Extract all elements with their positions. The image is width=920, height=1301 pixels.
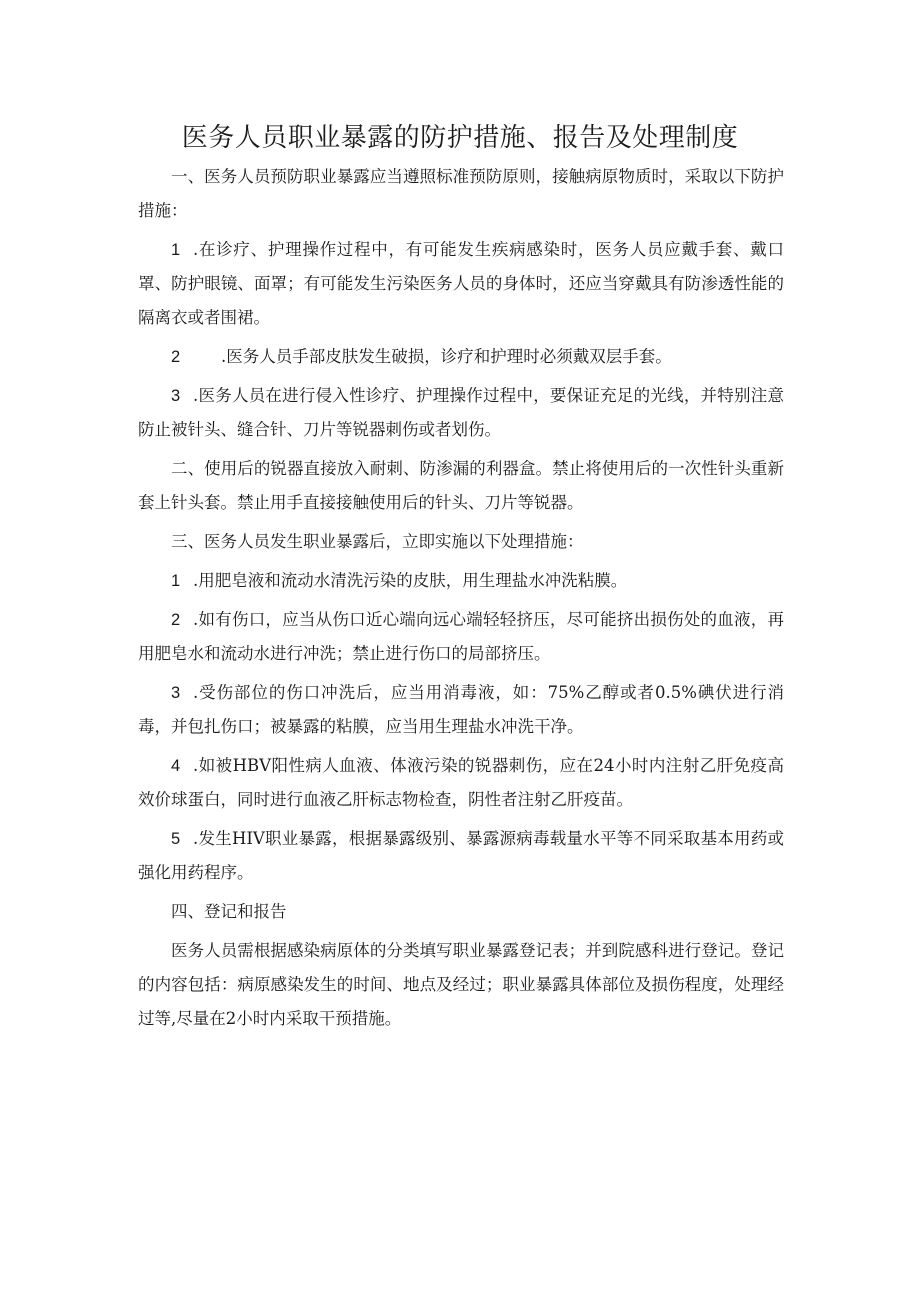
section-1-item-1 — [138, 233, 784, 335]
section-4-text: 医务人员需根据感染病原体的分类填写职业暴露登记表；并到院感科进行登记。登记的内容包括：病原感染发生的时间、地点及经过；职业暴露具体部位及损伤程度，处理经过等,尽量在2小时内采取干预措施。 — [138, 941, 784, 1028]
section-1-intro: 一、医务人员预防职业暴露应当遵照标准预防原则，接触病原物质时，采取以下防护措施： — [138, 167, 784, 220]
item-text: .医务人员手部皮肤发生破损，诊疗和护理时必须戴双层手套。 — [221, 347, 672, 366]
item-text: .发生HIV职业暴露，根据暴露级别、暴露源病毒载量水平等不同采取基本用药或强化用药程序。 — [138, 829, 784, 882]
section-3-item-1 — [138, 564, 784, 598]
document-body — [138, 160, 784, 1041]
item-number: 3 — [171, 387, 181, 405]
section-3-item-3 — [138, 676, 784, 744]
section-3-intro: 三、医务人员发生职业暴露后，立即实施以下处理措施： — [171, 532, 584, 551]
item-number: 3 — [171, 684, 181, 702]
document-title: 医务人员职业暴露的防护措施、报告及处理制度 — [181, 123, 739, 153]
item-number: 1 — [171, 572, 181, 590]
item-number: 4 — [171, 757, 181, 775]
section-1-item-2 — [138, 340, 784, 374]
item-text: .受伤部位的伤口冲洗后，应当用消毒液，如：75%乙醇或者0.5%碘伏进行消毒，并包扎伤口；被暴露的粘膜，应当用生理盐水冲洗干净。 — [138, 683, 784, 736]
item-text: .在诊疗、护理操作过程中，有可能发生疾病感染时，医务人员应戴手套、戴口罩、防护眼镜、面罩；有可能发生污染医务人员的身体时，还应当穿戴具有防渗透性能的隔离衣或者围裙。 — [138, 240, 784, 327]
item-text: .如被HBV阳性病人血液、体液污染的锐器刺伤，应在24小时内注射乙肝免疫高效价球蛋白，同时进行血液乙肝标志物检查，阴性者注射乙肝疫苗。 — [138, 756, 784, 809]
item-text: .如有伤口，应当从伤口近心端向远心端轻轻挤压，尽可能挤出损伤处的血液，再用肥皂水和流动水进行冲洗；禁止进行伤口的局部挤压。 — [138, 610, 784, 663]
section-1-item-3 — [138, 379, 784, 447]
item-number: 1 — [171, 241, 181, 259]
section-4-heading: 四、登记和报告 — [171, 902, 287, 921]
section-2-text: 二、使用后的锐器直接放入耐刺、防渗漏的利器盒。禁止将使用后的一次性针头重新套上针头套。禁止用手直接接触使用后的针头、刀片等锐器。 — [138, 459, 784, 512]
item-number: 2 — [171, 348, 181, 366]
section-3-item-5 — [138, 822, 784, 890]
item-number: 5 — [171, 830, 181, 848]
item-text: .用肥皂液和流动水清洗污染的皮肤，用生理盐水冲洗粘膜。 — [193, 571, 628, 590]
item-number: 2 — [171, 611, 181, 629]
section-3-item-4 — [138, 749, 784, 817]
section-3-item-2 — [138, 603, 784, 671]
item-text: .医务人员在进行侵入性诊疗、护理操作过程中，要保证充足的光线，并特别注意防止被针头、缝合针、刀片等锐器刺伤或者划伤。 — [138, 386, 784, 439]
